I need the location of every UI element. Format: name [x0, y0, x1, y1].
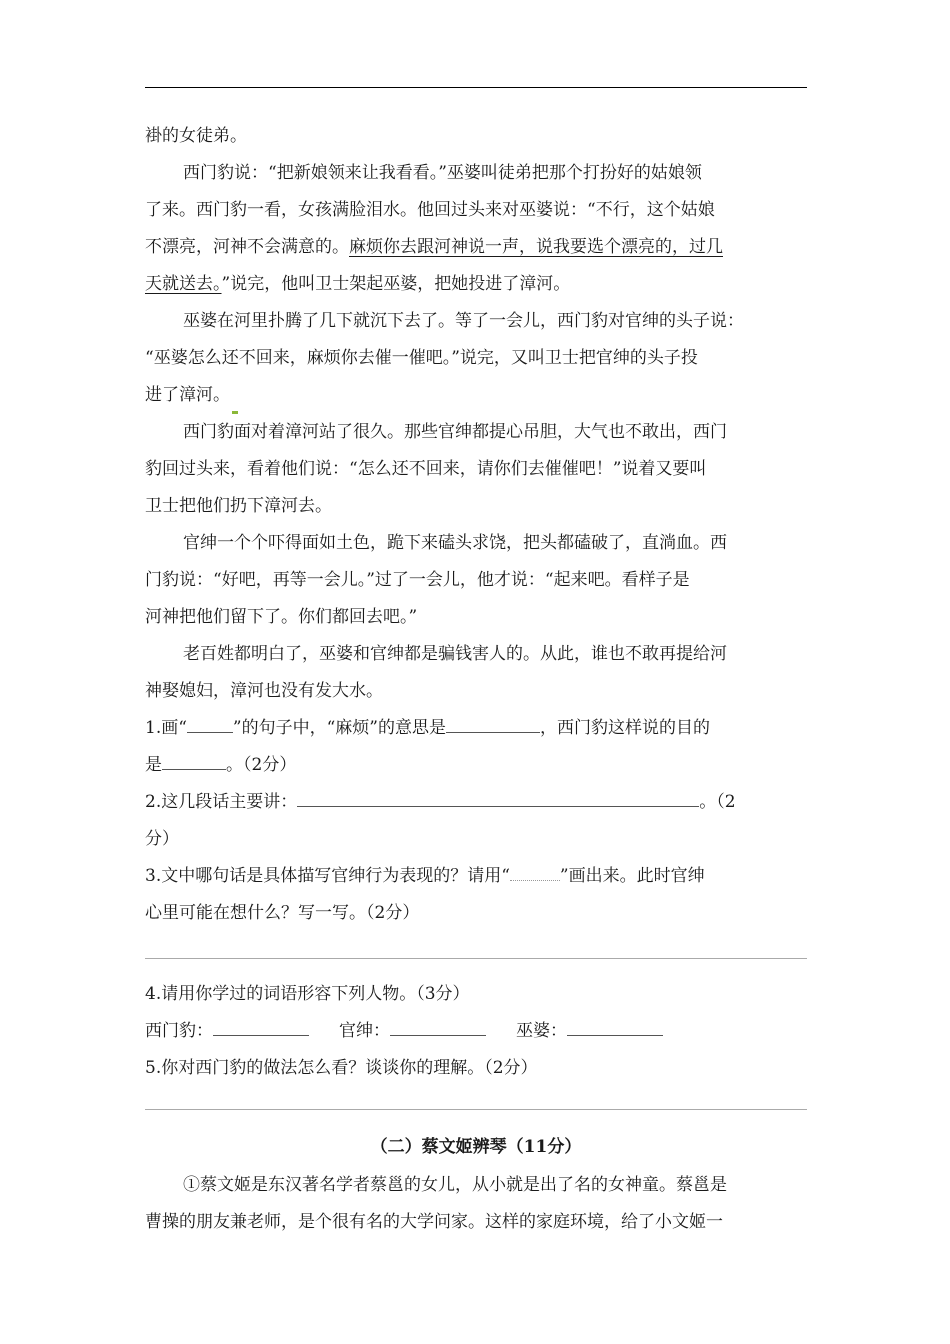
q-text: ，西门豹这样说的目的 — [540, 718, 710, 738]
question-2 — [145, 784, 807, 821]
passage-line: 官绅一个个吓得面如土色，跪下来磕头求饶，把头都磕破了，直淌血。西 — [183, 533, 727, 553]
q-text: 巫婆： — [516, 1021, 567, 1041]
passage-line: 西门豹说：“把新娘领来让我看看。”巫婆叫徒弟把那个打扮好的姑娘领 — [183, 163, 702, 183]
blank-field[interactable] — [162, 749, 226, 770]
blank-wupo[interactable] — [567, 1015, 663, 1036]
blank-field[interactable] — [297, 786, 699, 807]
q-text: 3.文中哪句话是具体描写官绅行为表现的？请用“ — [145, 866, 510, 886]
passage-line: 曹操的朋友兼老师，是个很有名的大学问家。这样的家庭环境，给了小文姬一 — [145, 1212, 723, 1232]
question-1-cont — [145, 747, 807, 784]
question-4: 4.请用你学过的词语形容下列人物。（3分） — [145, 984, 470, 1004]
passage-line: “巫婆怎么还不回来，麻烦你去催一催吧。”说完，又叫卫士把官绅的头子投 — [145, 348, 698, 368]
passage-line: 门豹说：“好吧，再等一会儿。”过了一会儿，他才说：“起来吧。看样子是 — [145, 570, 690, 590]
text-segment: 进了漳河。 — [145, 385, 230, 405]
passage-line: 老百姓都明白了，巫婆和官绅都是骗钱害人的。从此，谁也不敢再提给河 — [183, 644, 727, 664]
q-text: 。（2分） — [226, 755, 297, 775]
q-text: 。（2 — [699, 792, 736, 812]
underlined-sentence: 天就送去。 — [145, 274, 222, 294]
passage-line: 了来。西门豹一看，女孩满脸泪水。他回过头来对巫婆说：“不行，这个姑娘 — [145, 200, 715, 220]
passage-line — [145, 266, 807, 303]
answer-line[interactable] — [145, 1087, 807, 1127]
passage-line — [145, 377, 807, 414]
passage-line: 豹回过头来，看着他们说：“怎么还不回来，请你们去催催吧！”说着又要叫 — [145, 459, 707, 479]
question-3 — [145, 858, 807, 895]
question-5: 5.你对西门豹的做法怎么看？谈谈你的理解。（2分） — [145, 1058, 538, 1078]
text-segment: 不漂亮，河神不会满意的。 — [145, 237, 349, 257]
question-3-cont: 心里可能在想什么？写一写。（2分） — [145, 903, 420, 923]
header-rule — [145, 87, 807, 88]
text-segment: ”说完，他叫卫士架起巫婆，把她投进了漳河。 — [221, 274, 571, 294]
content — [145, 118, 807, 1241]
q-text: ”画出来。此时官绅 — [559, 866, 705, 886]
q-text: 是 — [145, 755, 162, 775]
section-title: （二）蔡文姬辨琴（11分） — [370, 1137, 582, 1157]
q-text: 西门豹： — [145, 1021, 213, 1041]
passage-line: ①蔡文姬是东汉著名学者蔡邕的女儿，从小就是出了名的女神童。蔡邕是 — [183, 1175, 727, 1195]
q-text: 2.这几段话主要讲： — [145, 792, 298, 812]
passage-line — [145, 229, 807, 266]
question-4-fields — [145, 1013, 807, 1050]
blank-ximen[interactable] — [213, 1015, 309, 1036]
passage-line: 巫婆在河里扑腾了几下就沉下去了。等了一会儿，西门豹对官绅的头子说： — [183, 311, 744, 331]
q-text: 1.画“ — [145, 718, 187, 738]
wavy-line-sample — [510, 862, 560, 881]
q-text: ”的句子中，“麻烦”的意思是 — [232, 718, 446, 738]
passage-line: 西门豹面对着漳河站了很久。那些官绅都提心吊胆，大气也不敢出，西门 — [183, 422, 727, 442]
passage-line: 褂的女徒弟。 — [145, 126, 247, 146]
passage-line: 河神把他们留下了。你们都回去吧。” — [145, 607, 418, 627]
blank-field[interactable] — [446, 712, 540, 733]
blank-guanshen[interactable] — [390, 1015, 486, 1036]
passage-line: 神娶媳妇，漳河也没有发大水。 — [145, 681, 383, 701]
passage-line: 卫士把他们扔下漳河去。 — [145, 496, 332, 516]
question-1 — [145, 710, 807, 747]
question-2-cont: 分） — [145, 829, 179, 849]
underlined-sentence: 麻烦你去跟河神说一声，说我要选个漂亮的，过几 — [349, 237, 723, 257]
q-text: 官绅： — [339, 1021, 390, 1041]
answer-line[interactable] — [145, 932, 807, 976]
blank-field[interactable] — [187, 712, 233, 733]
